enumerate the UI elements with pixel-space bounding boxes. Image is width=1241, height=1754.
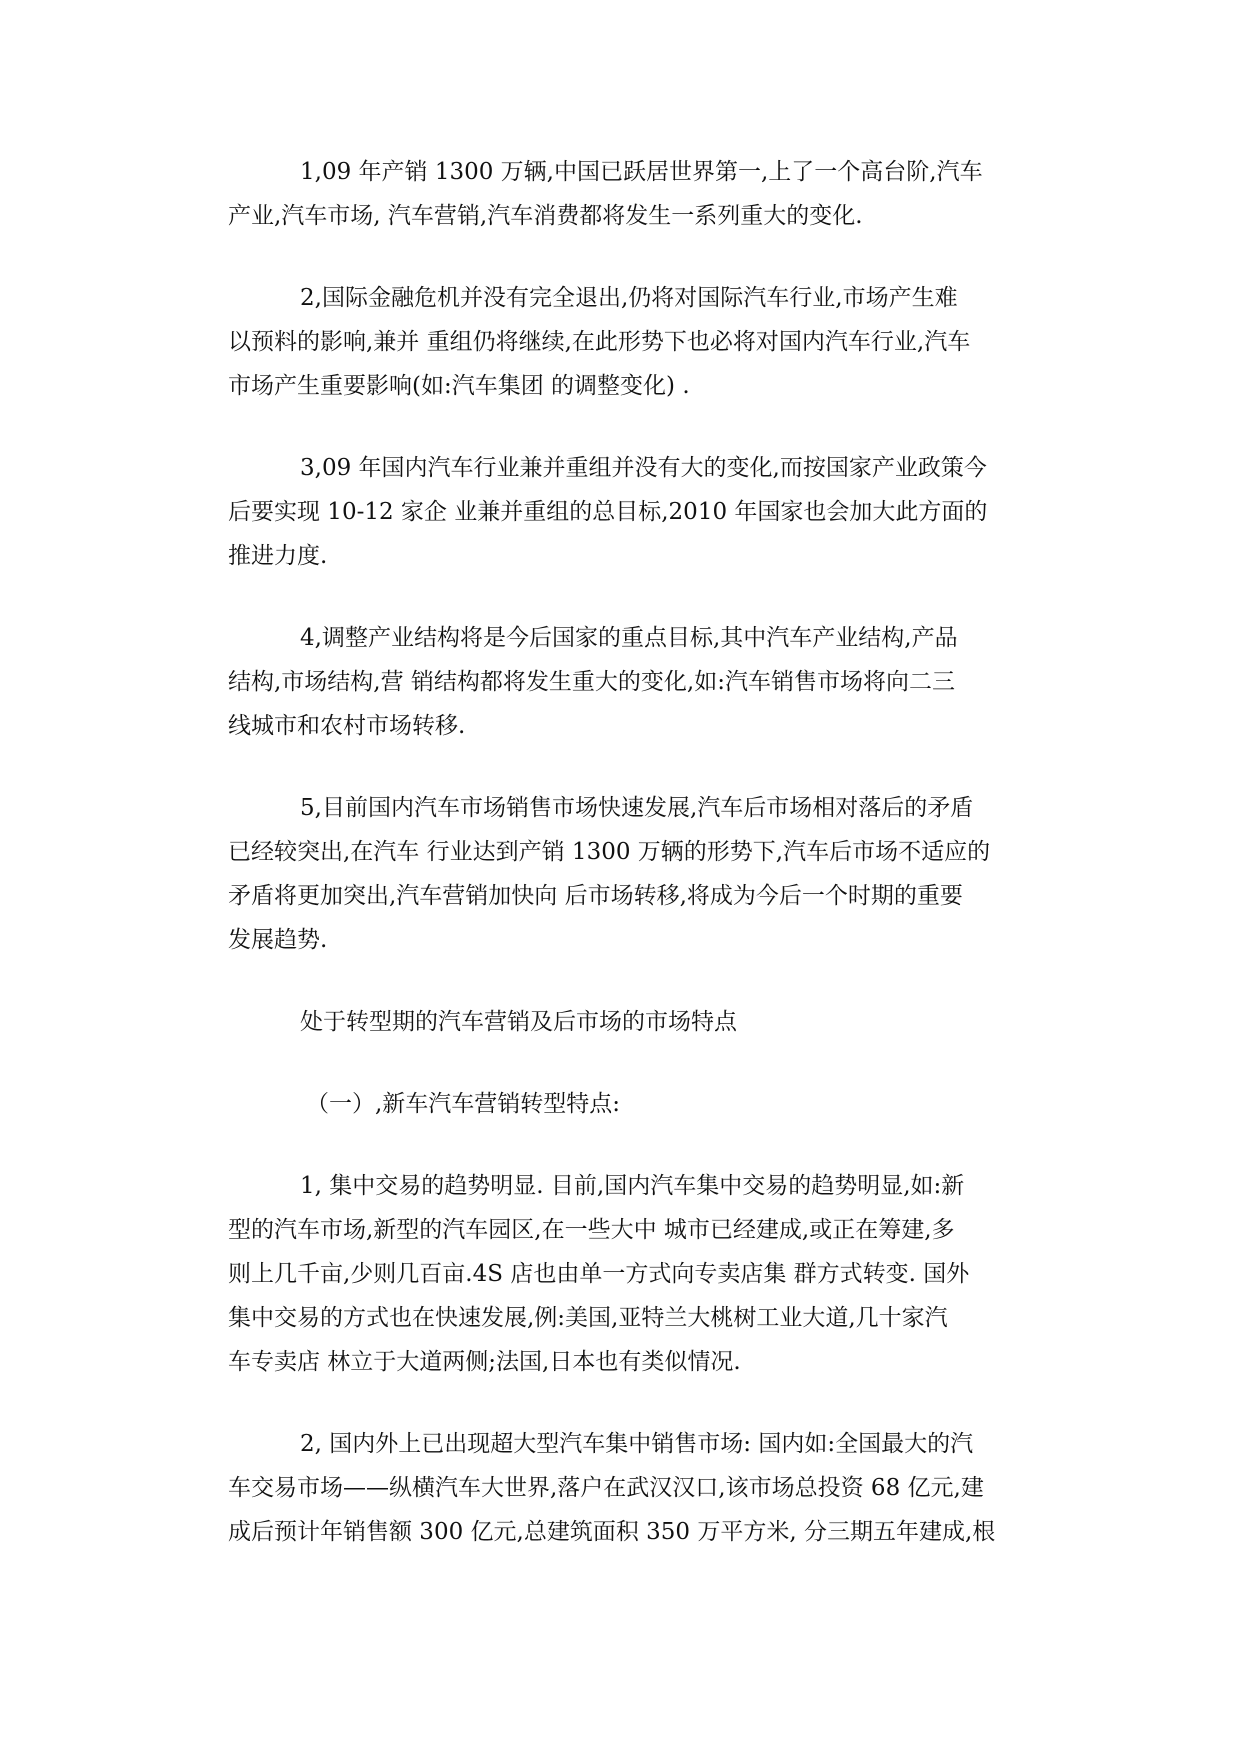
text-line: 市场产生重要影响(如:汽车集团 的调整变化) . [228, 373, 690, 399]
sub-paragraph-1 [228, 1164, 1048, 1384]
text-line: 集中交易的方式也在快速发展,例:美国,亚特兰大桃树工业大道,几十家汽 [228, 1305, 948, 1331]
paragraph-5 [228, 786, 1048, 962]
section-heading-text: 处于转型期的汽车营销及后市场的市场特点 [300, 1009, 737, 1035]
text-line: 矛盾将更加突出,汽车营销加快向 后市场转移,将成为今后一个时期的重要 [228, 883, 963, 909]
paragraph-2 [228, 276, 1048, 408]
section-heading [228, 1000, 1048, 1044]
text-line: 以预料的影响,兼并 重组仍将继续,在此形势下也必将对国内汽车行业,汽车 [228, 329, 971, 355]
text-line: 2,国际金融危机并没有完全退出,仍将对国际汽车行业,市场产生难 [300, 285, 958, 311]
text-line: 5,目前国内汽车市场销售市场快速发展,汽车后市场相对落后的矛盾 [300, 795, 974, 821]
text-line: 3,09 年国内汽车行业兼并重组并没有大的变化,而按国家产业政策今 [300, 455, 987, 481]
text-line: 则上几千亩,少则几百亩.4S 店也由单一方式向专卖店集 群方式转变. 国外 [228, 1261, 970, 1287]
text-line: 4,调整产业结构将是今后国家的重点目标,其中汽车产业结构,产品 [300, 625, 958, 651]
text-line: 已经较突出,在汽车 行业达到产销 1300 万辆的形势下,汽车后市场不适应的 [228, 839, 991, 865]
document-body [228, 150, 1048, 1592]
text-line: 1, 集中交易的趋势明显. 目前,国内汽车集中交易的趋势明显,如:新 [300, 1173, 965, 1199]
subsection-heading [228, 1082, 1048, 1126]
paragraph-3 [228, 446, 1048, 578]
text-line: 型的汽车市场,新型的汽车园区,在一些大中 城市已经建成,或正在筹建,多 [228, 1217, 955, 1243]
text-line: 产业,汽车市场, 汽车营销,汽车消费都将发生一系列重大的变化. [228, 203, 863, 229]
text-line: 结构,市场结构,营 销结构都将发生重大的变化,如:汽车销售市场将向二三 [228, 669, 955, 695]
text-line: 成后预计年销售额 300 亿元,总建筑面积 350 万平方米, 分三期五年建成,根 [228, 1519, 996, 1545]
text-line: 线城市和农村市场转移. [228, 713, 466, 739]
sub-paragraph-2 [228, 1422, 1048, 1554]
text-line: 1,09 年产销 1300 万辆,中国已跃居世界第一,上了一个高台阶,汽车 [300, 159, 983, 185]
paragraph-4 [228, 616, 1048, 748]
text-line: 推进力度. [228, 543, 328, 569]
text-line: 车交易市场——纵横汽车大世界,落户在武汉汉口,该市场总投资 68 亿元,建 [228, 1475, 984, 1501]
text-line: 后要实现 10-12 家企 业兼并重组的总目标,2010 年国家也会加大此方面的 [228, 499, 988, 525]
subsection-heading-text: （一）,新车汽车营销转型特点: [306, 1091, 621, 1117]
text-line: 2, 国内外上已出现超大型汽车集中销售市场: 国内如:全国最大的汽 [300, 1431, 974, 1457]
text-line: 发展趋势. [228, 927, 328, 953]
paragraph-1 [228, 150, 1048, 238]
text-line: 车专卖店 林立于大道两侧;法国,日本也有类似情况. [228, 1349, 741, 1375]
